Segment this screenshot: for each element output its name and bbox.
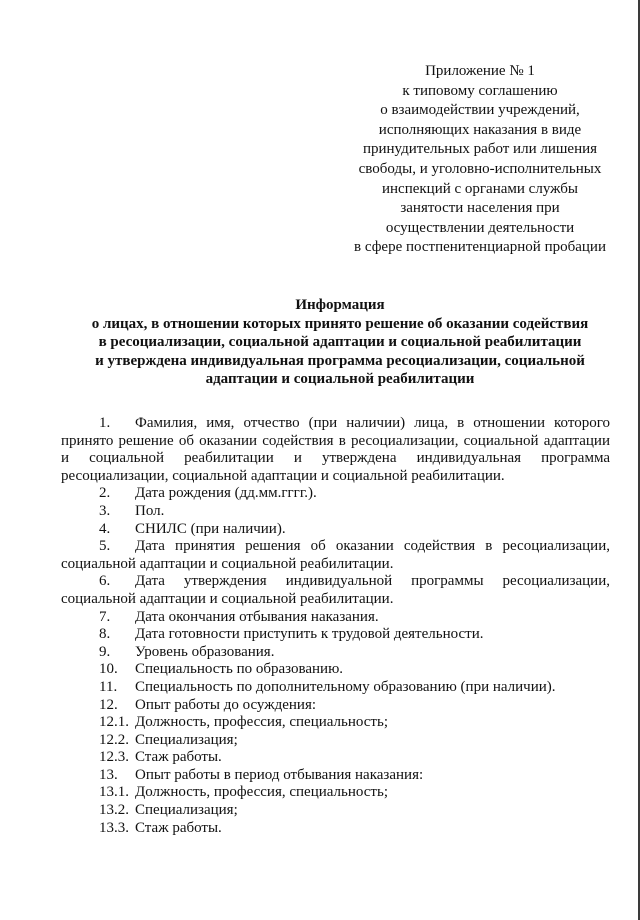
item-text: Специализация; bbox=[135, 802, 238, 819]
list-item bbox=[61, 609, 610, 627]
list-item bbox=[61, 503, 610, 521]
list-item bbox=[61, 697, 610, 715]
title-line: в ресоциализации, социальной адаптации и социальной реабилитации bbox=[98, 334, 582, 350]
list-item bbox=[61, 714, 610, 732]
item-number: 10. bbox=[99, 661, 118, 678]
item-text: Специальность по образованию. bbox=[135, 661, 344, 678]
title-line: и утверждена индивидуальная программа ресоциализации, социальной bbox=[95, 352, 585, 369]
item-text: Стаж работы. bbox=[135, 819, 222, 836]
list-item bbox=[61, 767, 610, 785]
appendix-line: Приложение № 1 bbox=[425, 63, 535, 79]
item-text: Опыт работы в период отбывания наказания: bbox=[135, 766, 424, 783]
list-item bbox=[61, 820, 610, 838]
item-text: Пол. bbox=[135, 502, 165, 519]
appendix-line: инспекций с органами службы bbox=[381, 180, 578, 197]
item-text: СНИЛС (при наличии). bbox=[135, 520, 286, 537]
item-number: 12.1. bbox=[99, 714, 129, 731]
item-number: 1. bbox=[99, 415, 111, 431]
item-number: 13.1. bbox=[99, 784, 129, 801]
item-number: 13. bbox=[99, 766, 118, 783]
item-number: 8. bbox=[99, 626, 111, 643]
item-text: Дата принятия решения об оказании содействия в ресоциализации, социальной адаптации и социальной реабилитации. bbox=[61, 538, 610, 572]
item-number: 2. bbox=[99, 485, 111, 502]
list-item bbox=[61, 626, 610, 644]
list-item bbox=[61, 732, 610, 750]
item-text: Дата окончания отбывания наказания. bbox=[135, 608, 379, 625]
item-number: 4. bbox=[99, 520, 111, 537]
list-item bbox=[61, 802, 610, 820]
item-text: Уровень образования. bbox=[135, 643, 275, 660]
item-number: 6. bbox=[99, 573, 111, 590]
appendix-header bbox=[330, 62, 630, 258]
item-number: 13.3. bbox=[99, 819, 129, 836]
appendix-line: осуществлении деятельности bbox=[385, 219, 575, 236]
list-item bbox=[61, 521, 610, 539]
list-item bbox=[61, 749, 610, 767]
item-text: Специальность по дополнительному образованию (при наличии). bbox=[135, 678, 556, 695]
appendix-line: о взаимодействии учреждений, bbox=[380, 102, 580, 119]
item-text: Специализация; bbox=[135, 731, 238, 748]
item-text: Стаж работы. bbox=[135, 749, 222, 766]
appendix-line: принудительных работ или лишения bbox=[362, 141, 598, 158]
item-text: Дата готовности приступить к трудовой деятельности. bbox=[135, 626, 484, 643]
title-line: о лицах, в отношении которых принято решение об оказании содействия bbox=[91, 315, 589, 332]
appendix-line: занятости населения при bbox=[400, 200, 560, 217]
item-number: 11. bbox=[99, 678, 118, 695]
appendix-line: к типовому соглашению bbox=[402, 82, 558, 99]
appendix-line: в сфере постпенитенциарной пробации bbox=[354, 239, 606, 256]
list-item bbox=[61, 784, 610, 802]
item-number: 9. bbox=[99, 643, 111, 660]
item-text: Должность, профессия, специальность; bbox=[135, 714, 388, 731]
title-line: Информация bbox=[295, 297, 385, 313]
list-item bbox=[61, 661, 610, 679]
items-list bbox=[61, 415, 610, 837]
title-line: адаптации и социальной реабилитации bbox=[205, 371, 475, 387]
item-text: Фамилия, имя, отчество (при наличии) лица, в отношении которого принято решение об оказании содействия в ресоциализации, социальной адаптации и социальной реабилитации и утверждена индивидуальная программа ресоциализации, социальной адаптации и социальной реабилитации. bbox=[61, 415, 610, 484]
item-text: Дата утверждения индивидуальной программы ресоциализации, социальной адаптации и социальной реабилитации. bbox=[61, 573, 610, 607]
item-number: 5. bbox=[99, 538, 111, 555]
item-text: Опыт работы до осуждения: bbox=[135, 696, 317, 713]
item-number: 13.2. bbox=[99, 802, 129, 819]
list-item bbox=[61, 485, 610, 503]
list-item bbox=[61, 415, 610, 485]
item-number: 7. bbox=[99, 608, 111, 625]
list-item bbox=[61, 644, 610, 662]
item-number: 3. bbox=[99, 502, 111, 519]
item-text: Должность, профессия, специальность; bbox=[135, 784, 388, 801]
item-number: 12. bbox=[99, 696, 118, 713]
item-number: 12.3. bbox=[99, 749, 129, 766]
item-text: Дата рождения (дд.мм.гггг.). bbox=[135, 485, 317, 502]
document-title bbox=[40, 296, 640, 389]
list-item bbox=[61, 573, 610, 608]
appendix-line: исполняющих наказания в виде bbox=[378, 121, 582, 138]
appendix-line: свободы, и уголовно-исполнительных bbox=[358, 160, 602, 177]
list-item bbox=[61, 538, 610, 573]
list-item bbox=[61, 679, 610, 697]
item-number: 12.2. bbox=[99, 731, 129, 748]
